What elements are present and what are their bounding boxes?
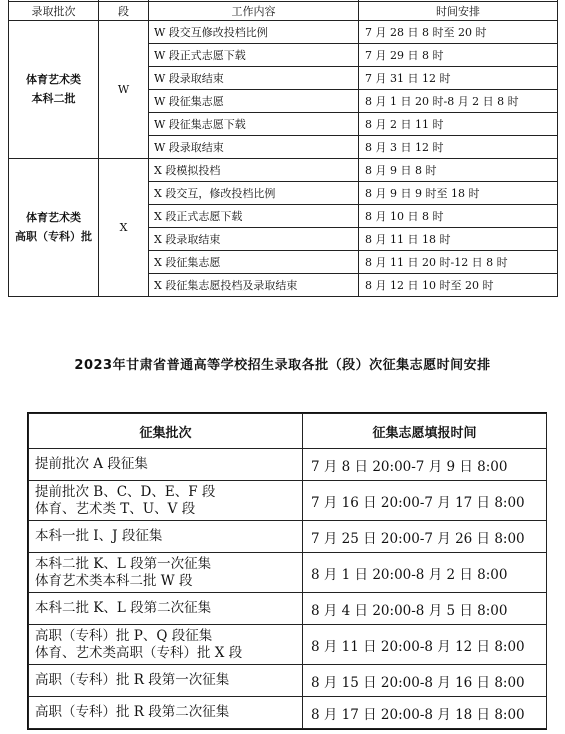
header-work: 工作内容 bbox=[149, 2, 359, 21]
supp-time-cell: 8 月 1 日 20:00-8 月 2 日 8:00 bbox=[303, 553, 547, 593]
supp-batch-cell bbox=[29, 481, 303, 521]
work-cell: X 段录取结束 bbox=[149, 228, 359, 251]
work-cell: W 段交互修改投档比例 bbox=[149, 21, 359, 44]
work-cell: X 段交互，修改投档比例 bbox=[149, 182, 359, 205]
work-cell: W 段录取结束 bbox=[149, 136, 359, 159]
table-row bbox=[29, 481, 547, 521]
batch-line: 体育艺术类 bbox=[26, 211, 81, 225]
supp-batch-line: 高职（专科）批 P、Q 段征集 bbox=[35, 628, 213, 645]
supp-time-cell: 7 月 8 日 20:00-7 月 9 日 8:00 bbox=[303, 449, 547, 481]
supp-time-cell: 8 月 17 日 20:00-8 月 18 日 8:00 bbox=[303, 697, 547, 729]
header-segment: 段 bbox=[99, 2, 149, 21]
work-cell: X 段模拟投档 bbox=[149, 159, 359, 182]
supplementary-schedule-table bbox=[28, 413, 547, 729]
supp-batch-cell bbox=[29, 697, 303, 729]
time-cell: 8 月 11 日 18 时 bbox=[359, 228, 558, 251]
supplementary-table-container bbox=[27, 412, 547, 730]
supp-batch-line: 体育艺术类本科二批 W 段 bbox=[35, 572, 193, 589]
table-row bbox=[29, 665, 547, 697]
time-cell: 8 月 3 日 12 时 bbox=[359, 136, 558, 159]
supp-batch-line: 提前批次 A 段征集 bbox=[35, 456, 148, 473]
supp-batch-line: 本科二批 K、L 段第二次征集 bbox=[35, 600, 212, 617]
time-cell: 8 月 1 日 20 时-8 月 2 日 8 时 bbox=[359, 90, 558, 113]
header-supp-time: 征集志愿填报时间 bbox=[303, 414, 547, 449]
supp-batch-line: 本科二批 K、L 段第一次征集 bbox=[35, 556, 212, 573]
time-cell: 8 月 11 日 20 时-12 日 8 时 bbox=[359, 251, 558, 274]
table-row bbox=[29, 449, 547, 481]
supp-batch-line: 体育、艺术类 T、U、V 段 bbox=[35, 500, 196, 517]
segment-cell-w: W bbox=[99, 21, 149, 159]
time-cell: 8 月 9 日 8 时 bbox=[359, 159, 558, 182]
batch-line: 本科二批 bbox=[31, 91, 76, 105]
segment-cell-x: X bbox=[99, 159, 149, 297]
batch-line: 体育艺术类 bbox=[26, 73, 81, 87]
table-row bbox=[29, 697, 547, 729]
supp-time-cell: 7 月 16 日 20:00-7 月 17 日 8:00 bbox=[303, 481, 547, 521]
section-title: 2023年甘肃省普通高等学校招生录取各批（段）次征集志愿时间安排 bbox=[74, 358, 491, 373]
schedule-header-row bbox=[9, 2, 558, 21]
table-row bbox=[29, 593, 547, 625]
supp-batch-cell bbox=[29, 553, 303, 593]
work-cell: W 段征集志愿 bbox=[149, 90, 359, 113]
supp-time-cell: 8 月 15 日 20:00-8 月 16 日 8:00 bbox=[303, 665, 547, 697]
work-cell: W 段正式志愿下载 bbox=[149, 44, 359, 67]
batch-cell-w bbox=[9, 21, 99, 159]
time-cell: 8 月 2 日 11 时 bbox=[359, 113, 558, 136]
time-cell: 7 月 28 日 8 时至 20 时 bbox=[359, 21, 558, 44]
supp-batch-cell bbox=[29, 593, 303, 625]
table-row bbox=[29, 521, 547, 553]
supp-batch-line: 体育、艺术类高职（专科）批 X 段 bbox=[35, 644, 243, 661]
time-cell: 7 月 29 日 8 时 bbox=[359, 44, 558, 67]
work-cell: W 段录取结束 bbox=[149, 67, 359, 90]
time-cell: 8 月 10 日 8 时 bbox=[359, 205, 558, 228]
header-batch: 录取批次 bbox=[9, 2, 99, 21]
table-row bbox=[9, 159, 558, 182]
time-cell: 8 月 12 日 10 时至 20 时 bbox=[359, 274, 558, 297]
supp-batch-line: 提前批次 B、C、D、E、F 段 bbox=[35, 484, 216, 501]
table-row bbox=[29, 625, 547, 665]
supp-batch-cell bbox=[29, 449, 303, 481]
schedule-table-container bbox=[8, 0, 557, 297]
work-cell: X 段征集志愿投档及录取结束 bbox=[149, 274, 359, 297]
work-cell: X 段征集志愿 bbox=[149, 251, 359, 274]
supp-batch-line: 本科一批 I、J 段征集 bbox=[35, 528, 163, 545]
supp-batch-line: 高职（专科）批 R 段第一次征集 bbox=[35, 672, 230, 689]
table-row bbox=[29, 553, 547, 593]
header-supp-batch: 征集批次 bbox=[29, 414, 303, 449]
supp-batch-cell bbox=[29, 521, 303, 553]
header-time: 时间安排 bbox=[359, 2, 558, 21]
supp-time-cell: 7 月 25 日 20:00-7 月 26 日 8:00 bbox=[303, 521, 547, 553]
supp-time-cell: 8 月 11 日 20:00-8 月 12 日 8:00 bbox=[303, 625, 547, 665]
admission-schedule-table bbox=[8, 0, 558, 297]
supp-batch-line: 高职（专科）批 R 段第二次征集 bbox=[35, 704, 230, 721]
supplementary-header-row bbox=[29, 414, 547, 449]
supp-batch-cell bbox=[29, 625, 303, 665]
supp-time-cell: 8 月 4 日 20:00-8 月 5 日 8:00 bbox=[303, 593, 547, 625]
supp-batch-cell bbox=[29, 665, 303, 697]
batch-cell-x bbox=[9, 159, 99, 297]
time-cell: 8 月 9 日 9 时至 18 时 bbox=[359, 182, 558, 205]
work-cell: X 段正式志愿下载 bbox=[149, 205, 359, 228]
time-cell: 7 月 31 日 12 时 bbox=[359, 67, 558, 90]
table-row bbox=[9, 21, 558, 44]
batch-line: 高职（专科）批 bbox=[15, 229, 92, 243]
work-cell: W 段征集志愿下载 bbox=[149, 113, 359, 136]
